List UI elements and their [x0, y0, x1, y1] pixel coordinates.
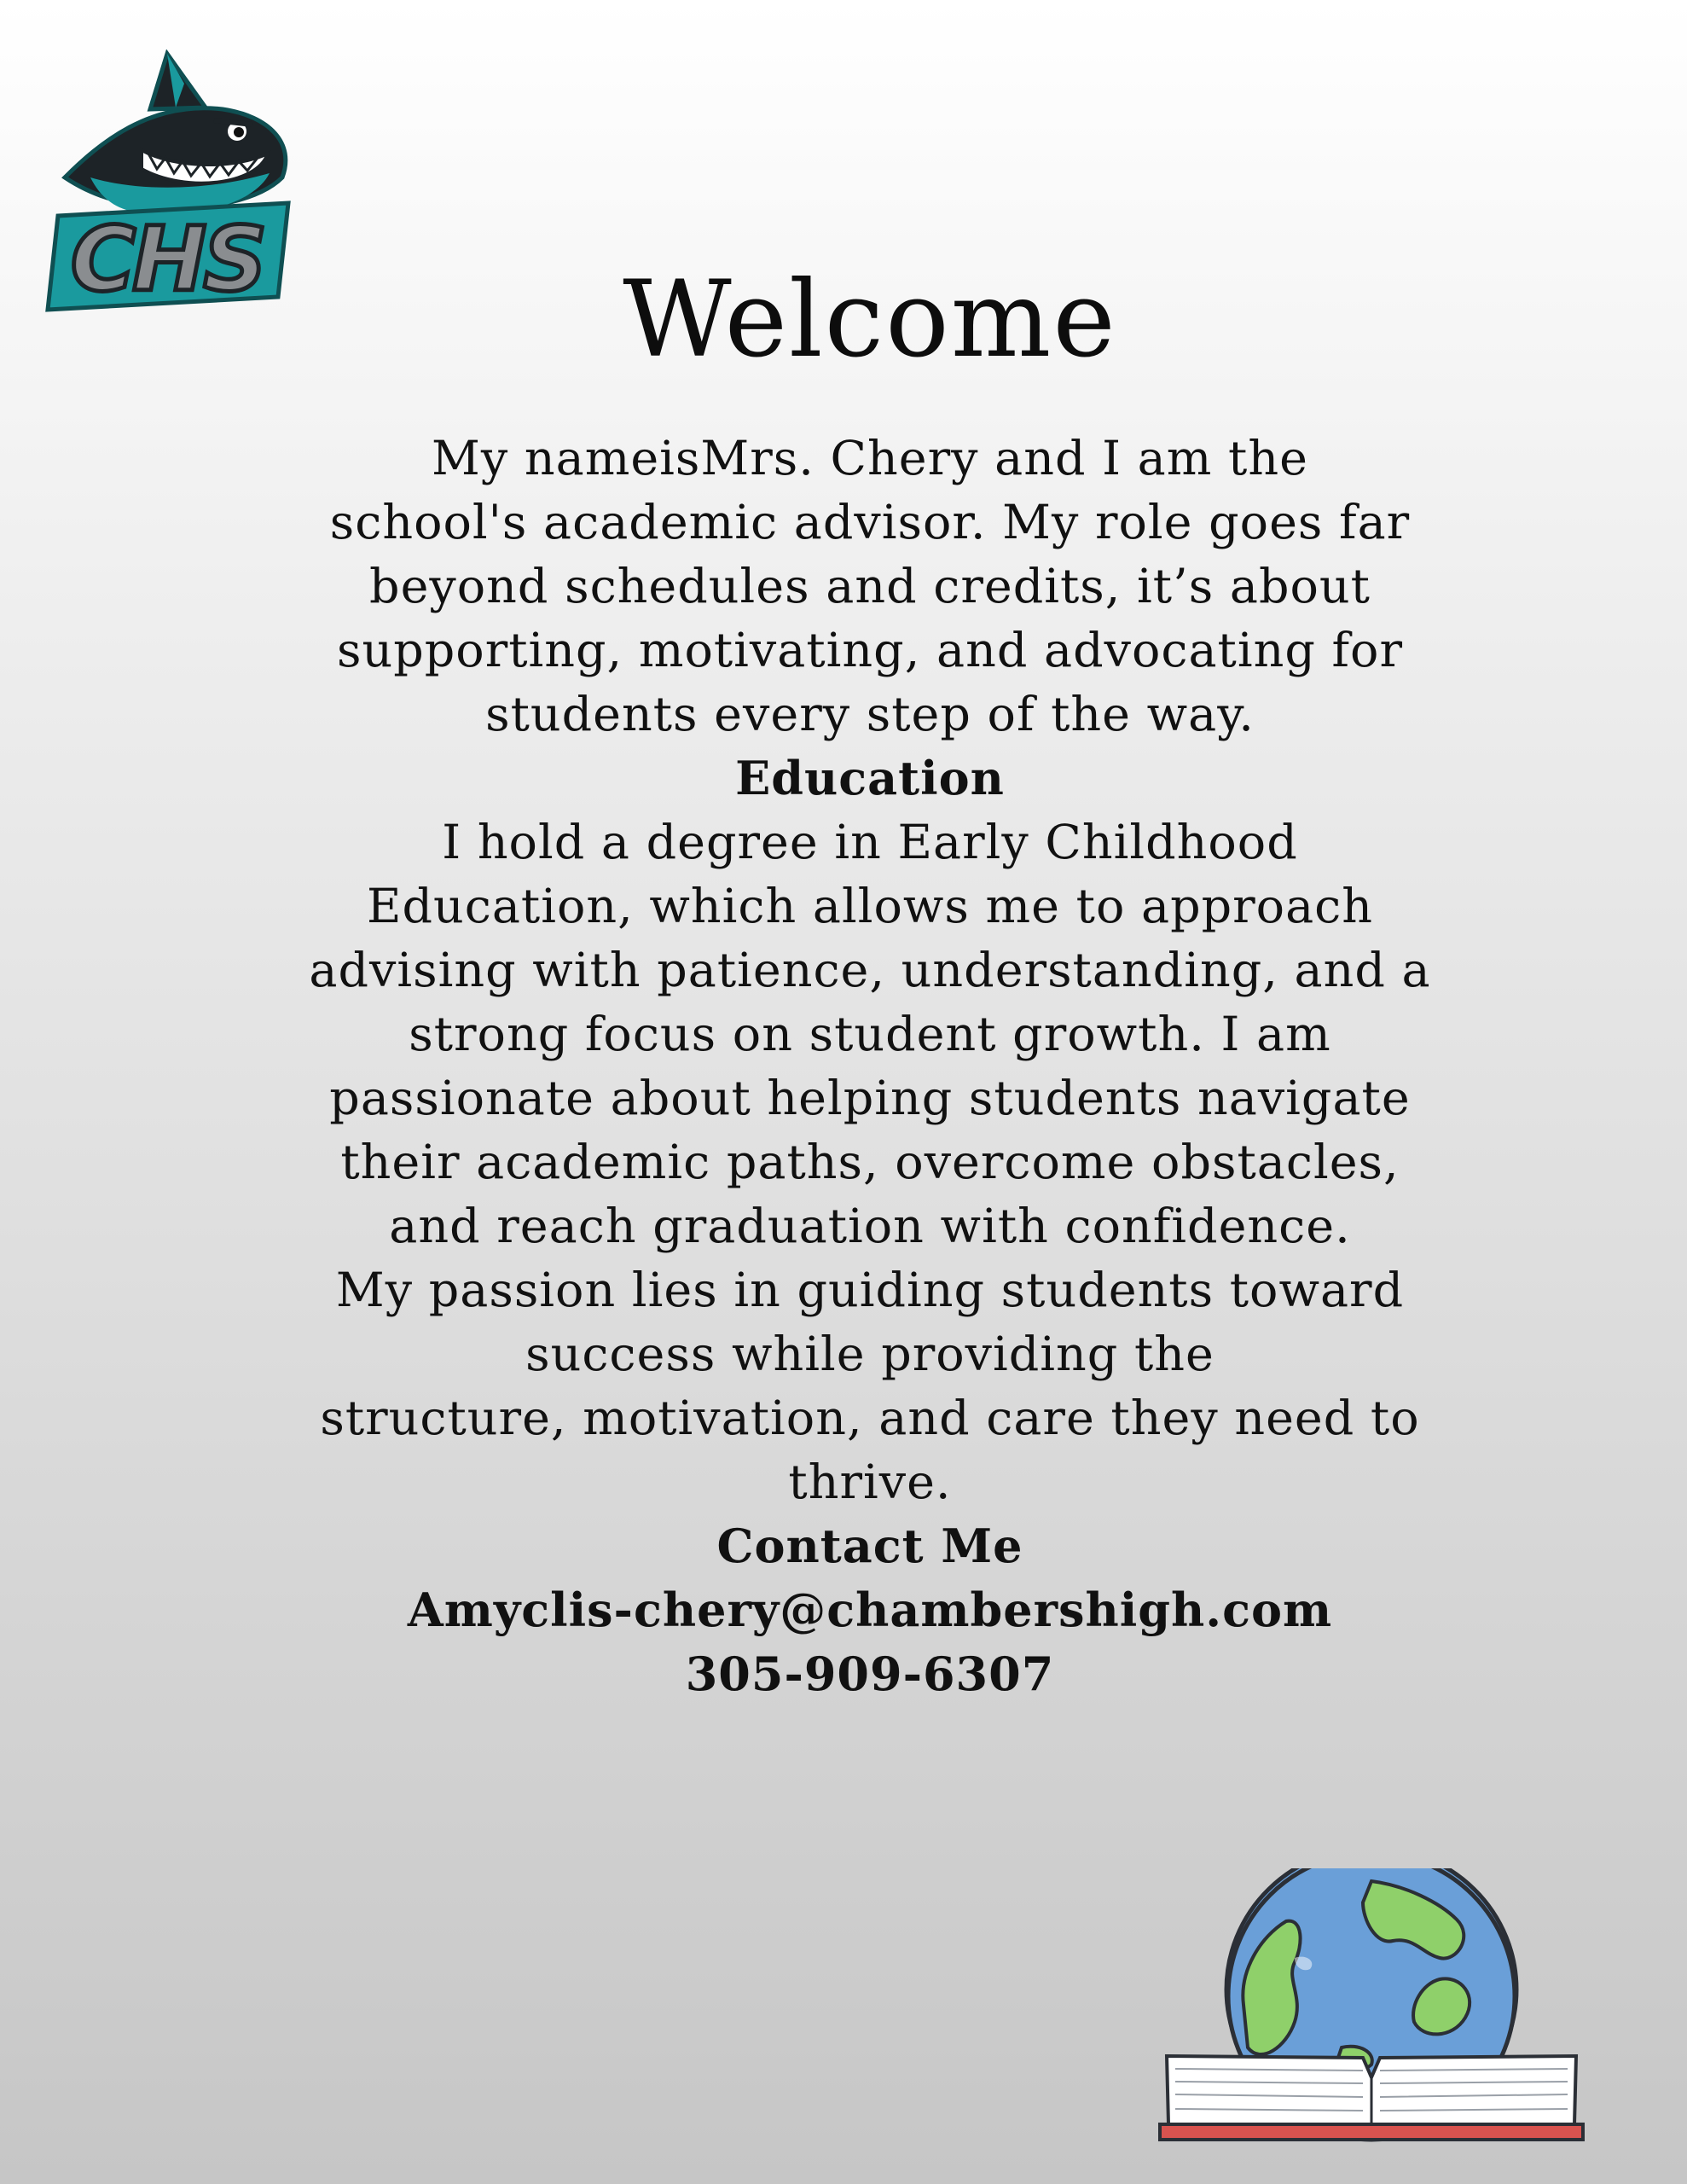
- intro-line: school's academic advisor. My role goes far: [329, 495, 1411, 550]
- education-line: thrive.: [788, 1455, 952, 1510]
- education-paragraph: [256, 810, 1484, 1514]
- education-line: success while providing the: [525, 1327, 1215, 1382]
- education-line: and reach graduation with confidence.: [389, 1199, 1351, 1254]
- page-title: Welcome: [623, 258, 1117, 381]
- education-line: I hold a degree in Early Childhood: [442, 815, 1298, 870]
- main-content: [256, 256, 1484, 1706]
- education-line: passionate about helping students navigate: [329, 1071, 1411, 1126]
- education-line: structure, motivation, and care they need to: [320, 1391, 1420, 1446]
- logo-text: CHS: [70, 207, 264, 311]
- intro-line: My nameisMrs. Chery and I am the: [432, 431, 1308, 486]
- contact-heading: Contact Me: [716, 1519, 1023, 1573]
- education-line: strong focus on student growth. I am: [409, 1007, 1331, 1062]
- education-line: My passion lies in guiding students toward: [335, 1263, 1405, 1318]
- education-line: advising with patience, understanding, and a: [309, 943, 1431, 998]
- intro-paragraph: [256, 427, 1484, 746]
- education-line: their academic paths, overcome obstacles,: [340, 1135, 1400, 1190]
- contact-email[interactable]: Amyclis-chery@chambershigh.com: [407, 1583, 1333, 1637]
- globe-on-book-icon: [1158, 1868, 1585, 2150]
- shark-mascot-icon: [65, 54, 286, 214]
- education-heading: Education: [735, 751, 1005, 805]
- contact-phone[interactable]: 305-909-6307: [685, 1647, 1055, 1701]
- intro-line: beyond schedules and credits, it’s about: [369, 559, 1371, 614]
- chs-letters: [48, 203, 288, 311]
- intro-line: supporting, motivating, and advocating for: [337, 623, 1403, 678]
- education-line: Education, which allows me to approach: [366, 879, 1374, 934]
- intro-line: students every step of the way.: [485, 687, 1255, 742]
